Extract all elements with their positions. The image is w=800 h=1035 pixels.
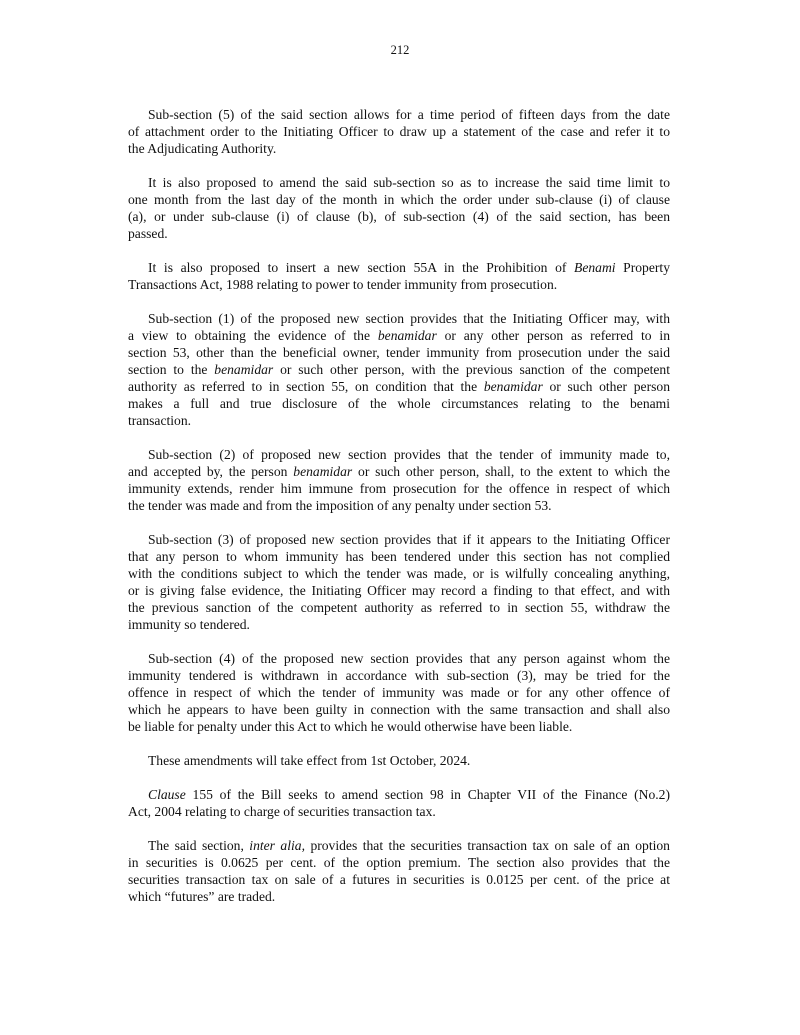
text-line	[128, 395, 670, 412]
text: It is also proposed to insert a new section 55A in the Prohibition of	[148, 260, 575, 275]
text: in securities is 0.0625 per cent. of the option premium. The section also provides that the	[128, 855, 670, 870]
paragraph	[128, 174, 670, 242]
text-line	[128, 106, 670, 123]
text: immunity tendered is withdrawn in accordance with sub-section (3), may be tried for the	[128, 668, 670, 683]
text-line	[128, 650, 670, 667]
text: be liable for penalty under this Act to which he would otherwise have been liable.	[128, 719, 573, 734]
text: The said section,	[148, 838, 250, 853]
italic-text: benamidar	[377, 328, 437, 343]
text-line	[128, 412, 670, 429]
italic-text: Clause	[148, 787, 186, 802]
text-line	[128, 361, 670, 378]
text: Sub-section (1) of the proposed new section provides that the Initiating Officer may, with	[148, 311, 670, 326]
text-line	[128, 276, 670, 293]
paragraph	[128, 786, 670, 820]
text: It is also proposed to amend the said sub-section so as to increase the said time limit to	[148, 175, 670, 190]
text: immunity so tendered.	[128, 617, 250, 632]
paragraph	[128, 531, 670, 633]
text: which “futures” are traded.	[128, 889, 276, 904]
text-line	[128, 718, 670, 735]
text: authority as referred to in section 55, on condition that the	[128, 379, 484, 394]
text: of attachment order to the Initiating Officer to draw up a statement of the case and refer it to	[128, 124, 670, 139]
text-line	[128, 565, 670, 582]
italic-text: Benami	[574, 260, 616, 275]
text-line	[128, 310, 670, 327]
text: passed.	[128, 226, 168, 241]
paragraph	[128, 310, 670, 429]
paragraph	[128, 106, 670, 157]
paragraph	[128, 446, 670, 514]
text-line	[128, 837, 670, 854]
text: offence in respect of which the tender of immunity was made or for any other offence of	[128, 685, 670, 700]
text: which he appears to have been guilty in connection with the same transaction and shall also	[128, 702, 670, 717]
paragraph	[128, 837, 670, 905]
text: Sub-section (4) of the proposed new section provides that any person against whom the	[148, 651, 670, 666]
italic-text: benamidar	[293, 464, 353, 479]
text: or any other person as referred to in	[436, 328, 670, 343]
text: the previous sanction of the competent authority as referred to in section 55, withdraw the	[128, 600, 670, 615]
text: securities transaction tax on sale of a futures in securities is 0.0125 per cent. of the price at	[128, 872, 670, 887]
text-line	[128, 497, 670, 514]
text: the tender was made and from the imposition of any penalty under section 53.	[128, 498, 552, 513]
text: section to the	[128, 362, 215, 377]
text-line	[128, 344, 670, 361]
paragraph	[128, 752, 670, 769]
text: with the conditions subject to which the tender was made, or is wilfully concealing anything,	[128, 566, 670, 581]
text-line	[128, 667, 670, 684]
text: Act, 2004 relating to charge of securities transaction tax.	[128, 804, 436, 819]
text-line	[128, 123, 670, 140]
text: and accepted by, the person	[128, 464, 294, 479]
text: the Adjudicating Authority.	[128, 141, 277, 156]
text: provides that the securities transaction tax on sale of an option	[304, 838, 670, 853]
text: a view to obtaining the evidence of the	[128, 328, 378, 343]
text: or such other person	[542, 379, 670, 394]
text: Transactions Act, 1988 relating to power to tender immunity from prosecution.	[128, 277, 558, 292]
text: that any person to whom immunity has been tendered under this section has not complied	[128, 549, 670, 564]
text: (a), or under sub-clause (i) of clause (b), of sub-section (4) of the said section, has been	[128, 209, 670, 224]
text-line	[128, 191, 670, 208]
text-line	[128, 803, 670, 820]
text-line	[128, 854, 670, 871]
page-number: 212	[390, 43, 410, 57]
text: Property	[615, 260, 670, 275]
text: one month from the last day of the month in which the order under sub-clause (i) of clause	[128, 192, 670, 207]
text-line	[128, 140, 670, 157]
text-line	[128, 327, 670, 344]
text-line	[128, 548, 670, 565]
text: Sub-section (5) of the said section allows for a time period of fifteen days from the date	[148, 107, 670, 122]
text: Sub-section (2) of proposed new section provides that the tender of immunity made to,	[148, 447, 670, 462]
text-line	[128, 616, 670, 633]
text-line	[128, 174, 670, 191]
text-line	[128, 701, 670, 718]
italic-text: inter alia,	[249, 838, 305, 853]
text-line	[128, 463, 670, 480]
text-line	[128, 582, 670, 599]
text-line	[128, 871, 670, 888]
text-line	[128, 684, 670, 701]
text-line	[128, 786, 670, 803]
text: 155 of the Bill seeks to amend section 98 in Chapter VII of the Finance (No.2)	[185, 787, 670, 802]
text: transaction.	[128, 413, 192, 428]
text-line	[128, 752, 670, 769]
italic-text: benamidar	[483, 379, 543, 394]
document-body	[128, 106, 670, 922]
text: immunity extends, render him immune from prosecution for the offence in respect of which	[128, 481, 670, 496]
text-line	[128, 378, 670, 395]
text-line	[128, 259, 670, 276]
text-line	[128, 531, 670, 548]
text: makes a full and true disclosure of the whole circumstances relating to the benami	[128, 396, 670, 411]
text-line	[128, 208, 670, 225]
text-line	[128, 888, 670, 905]
paragraph	[128, 259, 670, 293]
paragraph	[128, 650, 670, 735]
italic-text: benamidar	[214, 362, 274, 377]
text: These amendments will take effect from 1st October, 2024.	[148, 753, 471, 768]
text: section 53, other than the beneficial owner, tender immunity from prosecution under the said	[128, 345, 670, 360]
text: or such other person, shall, to the extent to which the	[352, 464, 670, 479]
text: or is giving false evidence, the Initiating Officer may record a finding to that effect, and with	[128, 583, 670, 598]
text: or such other person, with the previous sanction of the competent	[273, 362, 670, 377]
text-line	[128, 480, 670, 497]
text-line	[128, 225, 670, 242]
text-line	[128, 446, 670, 463]
text-line	[128, 599, 670, 616]
text: Sub-section (3) of proposed new section provides that if it appears to the Initiating Officer	[148, 532, 670, 547]
